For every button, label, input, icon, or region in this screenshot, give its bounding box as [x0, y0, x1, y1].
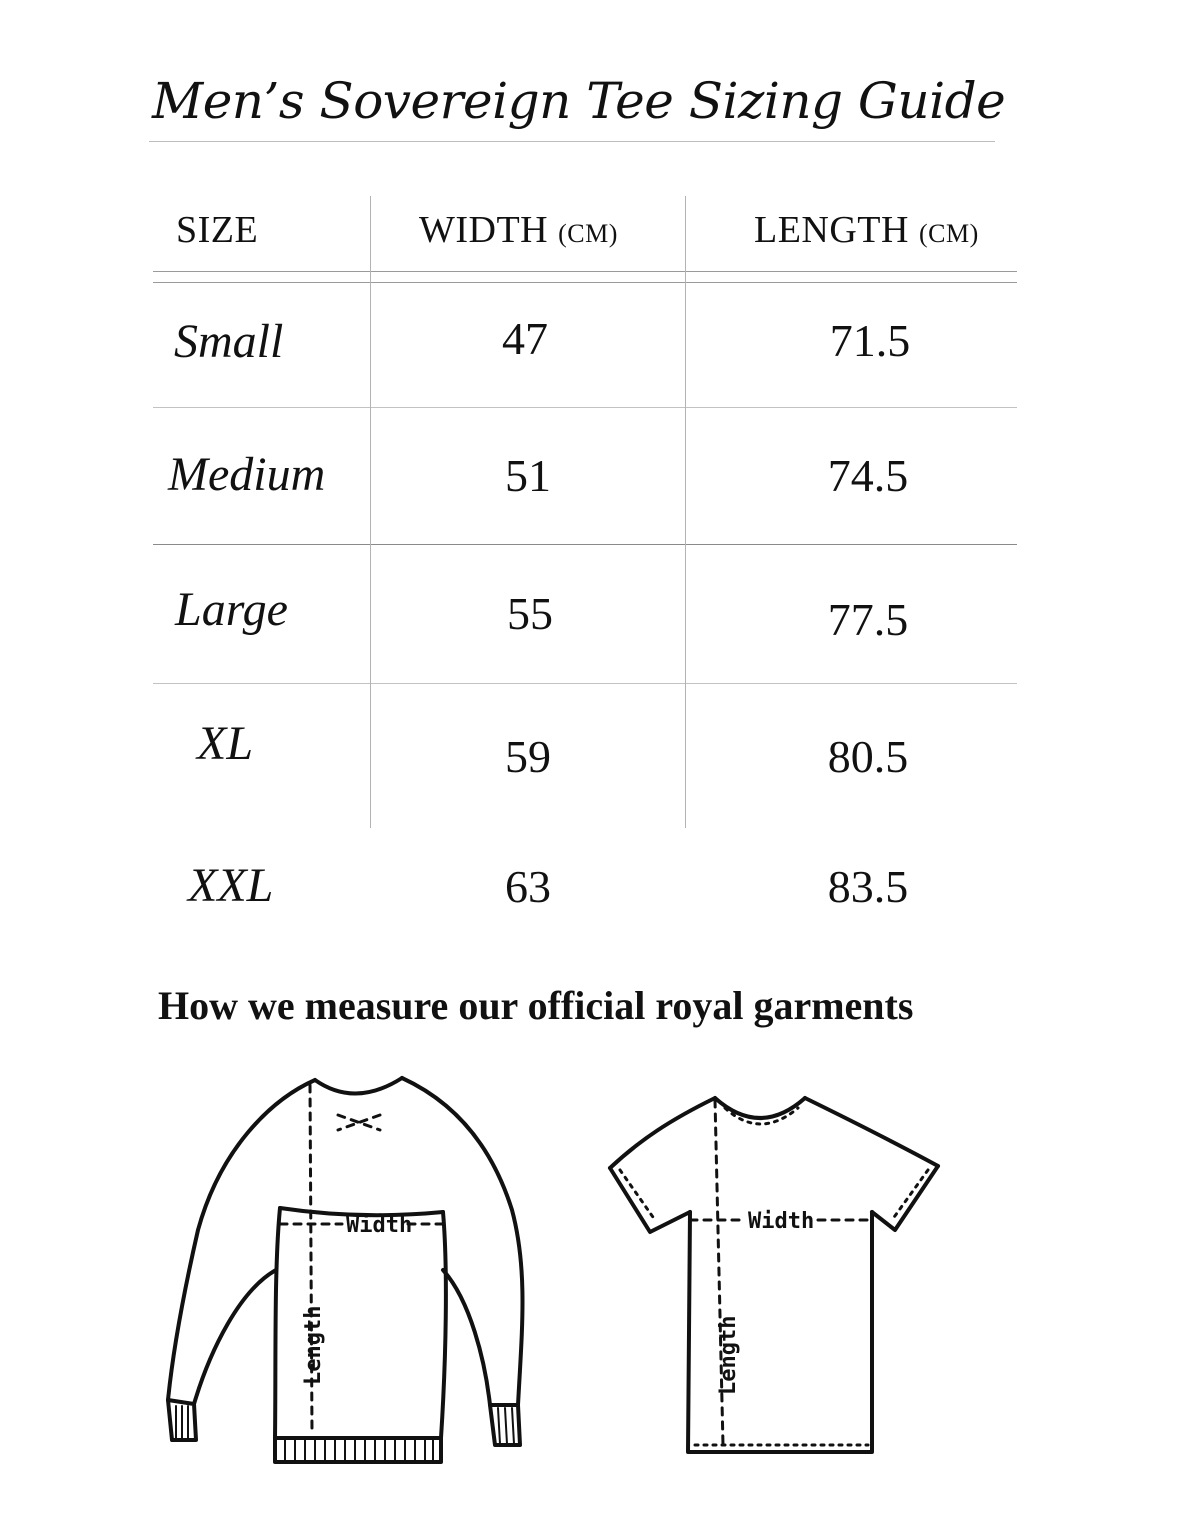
row-medium-size: Medium: [168, 448, 326, 501]
header-width-label: WIDTH: [419, 209, 549, 251]
row-divider: [153, 407, 1017, 408]
row-divider: [153, 683, 1017, 684]
header-width-unit: (CM): [558, 219, 618, 248]
header-width: [419, 205, 618, 259]
row-small-width: 47: [502, 313, 548, 364]
header-rule-bottom: [153, 282, 1017, 283]
header-length-unit: (CM): [918, 219, 979, 248]
column-divider: [685, 196, 686, 828]
header-length: [754, 205, 979, 259]
tshirt-outline-icon: [610, 1098, 938, 1452]
garment-diagram: [150, 1060, 970, 1500]
row-xxl-length: 83.5: [827, 861, 909, 912]
row-large-size: Large: [175, 583, 288, 636]
garment-illustrations: [150, 1060, 970, 1500]
row-large-width: 55: [507, 588, 553, 639]
column-divider: [370, 196, 371, 828]
tshirt-length-label: Length: [716, 1315, 741, 1395]
title-divider: [149, 141, 995, 142]
row-small-length: 71.5: [829, 315, 911, 366]
row-medium-length: 74.5: [827, 450, 909, 501]
row-divider: [153, 544, 1017, 545]
header-length-label: LENGTH: [754, 209, 909, 251]
row-medium-width: 51: [505, 450, 551, 501]
header-size: SIZE: [176, 209, 259, 251]
sweater-outline-icon: [168, 1078, 523, 1462]
header-rule-top: [153, 271, 1017, 272]
row-xl-width: 59: [505, 731, 551, 782]
tshirt-width-label: Width: [748, 1209, 815, 1234]
page-title: Men’s Sovereign Tee Sizing Guide: [152, 72, 1006, 130]
row-large-length: 77.5: [827, 594, 909, 645]
measure-heading: How we measure our official royal garments: [158, 983, 914, 1028]
row-xxl-size: XXL: [188, 859, 274, 912]
row-xl-length: 80.5: [827, 731, 909, 782]
sweater-width-label: Width: [346, 1213, 413, 1238]
sweater-length-label: Length: [301, 1305, 326, 1385]
row-xl-size: XL: [197, 717, 254, 770]
row-small-size: Small: [174, 315, 284, 368]
row-xxl-width: 63: [505, 861, 551, 912]
